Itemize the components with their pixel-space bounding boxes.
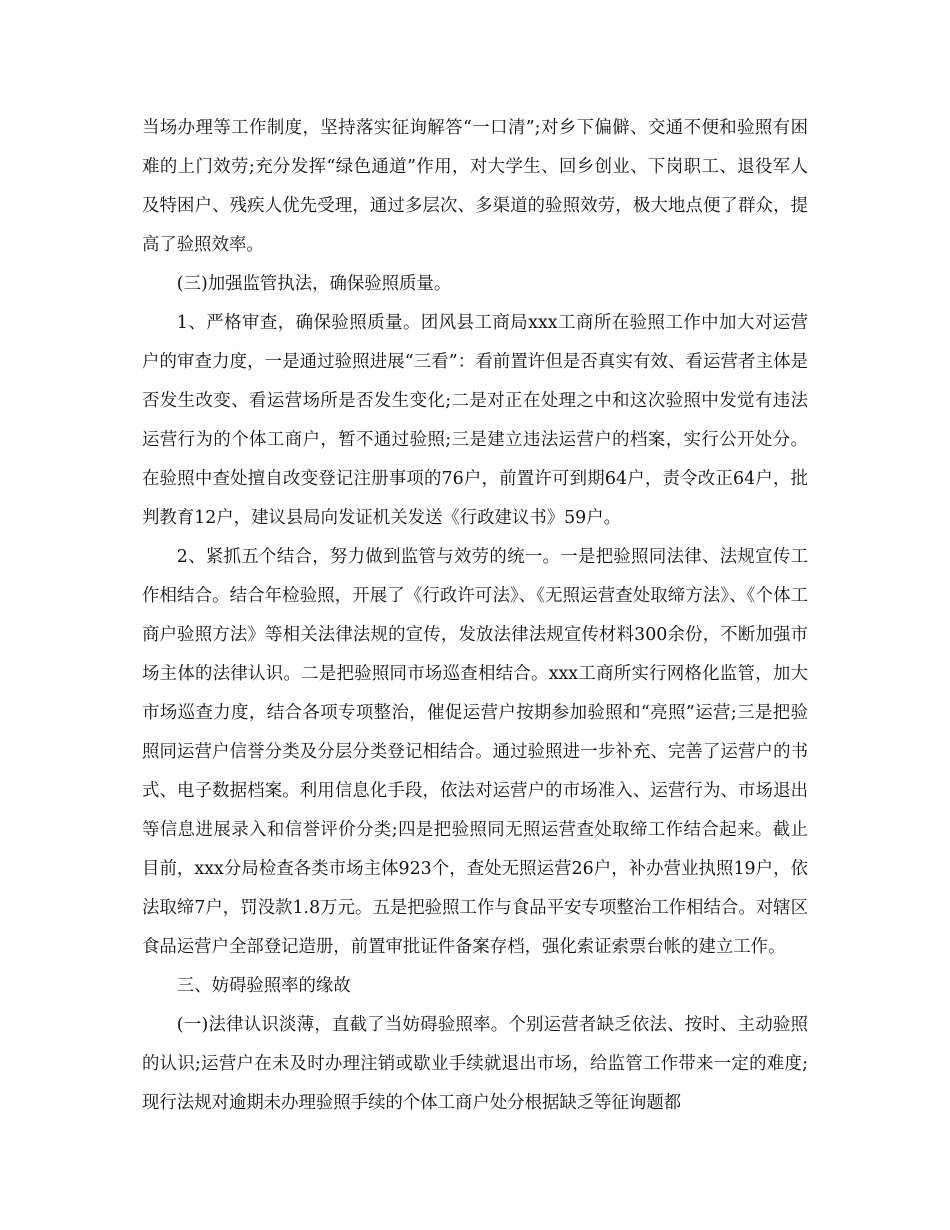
heading-chapter-3: 三、妨碍验照率的缘故 — [176, 976, 351, 996]
heading-section-3: (三)加强监管执法，确保验照质量。 — [176, 274, 452, 294]
document-page — [142, 109, 808, 1123]
paragraph-intro: 当场办理等工作制度，坚持落实征询解答“一口清”;对乡下偏僻、交通不便和验照有困难的上门效劳;充分发挥“绿色通道”作用，对大学生、回乡创业、下岗职工、退役军人及特困户、残疾人优先受理，通过多层次、多渠道的验照效劳，极大地点便了群众，提高了验照效率。 — [142, 118, 808, 255]
paragraph-item-2: 2、紧抓五个结合，努力做到监管与效劳的统一。一是把验照同法律、法规宣传工作相结合。结合年检验照，开展了《行政许可法》、《无照运营查处取缔方法》、《个体工商户验照方法》等相关法律法规的宣传，发放法律法规宣传材料300余份，不断加强市场主体的法律认识。二是把验照同市场巡查相结合。xxx工商所实行网格化监管，加大市场巡查力度，结合各项专项整治，催促运营户按期参加验照和“亮照”运营;三是把验照同运营户信誉分类及分层分类登记相结合。通过验照进一步补充、完善了运营户的书式、电子数据档案。利用信息化手段，依法对运营户的市场准入、运营行为、市场退出等信息进展录入和信誉评价分类;四是把验照同无照运营查处取缔工作结合起来。截止目前，xxx分局检查各类市场主体923个，查处无照运营26户，补办营业执照19户，依法取缔7户，罚没款1.8万元。五是把验照工作与食品平安专项整治工作相结合。对辖区食品运营户全部登记造册，前置审批证件备案存档，强化索证索票台帐的建立工作。 — [142, 547, 808, 957]
paragraph-reason-1: (一)法律认识淡薄，直截了当妨碍验照率。个别运营者缺乏依法、按时、主动验照的认识;运营户在未及时办理注销或歇业手续就退出市场，给监管工作带来一定的难度;现行法规对逾期未办理验照手续的个体工商户处分根据缺乏等征询题都 — [142, 1015, 808, 1113]
paragraph-item-1: 1、严格审查，确保验照质量。团风县工商局xxx工商所在验照工作中加大对运营户的审查力度，一是通过验照进展“三看”：看前置许但是否真实有效、看运营者主体是否发生改变、看运营场所是否发生变化;二是对正在处理之中和这次验照中发觉有违法运营行为的个体工商户，暂不通过验照;三是建立违法运营户的档案，实行公开处分。在验照中查处擅自改变登记注册事项的76户，前置许可到期64户，责令改正64户，批判教育12户，建议县局向发证机关发送《行政建议书》59户。 — [142, 313, 808, 528]
